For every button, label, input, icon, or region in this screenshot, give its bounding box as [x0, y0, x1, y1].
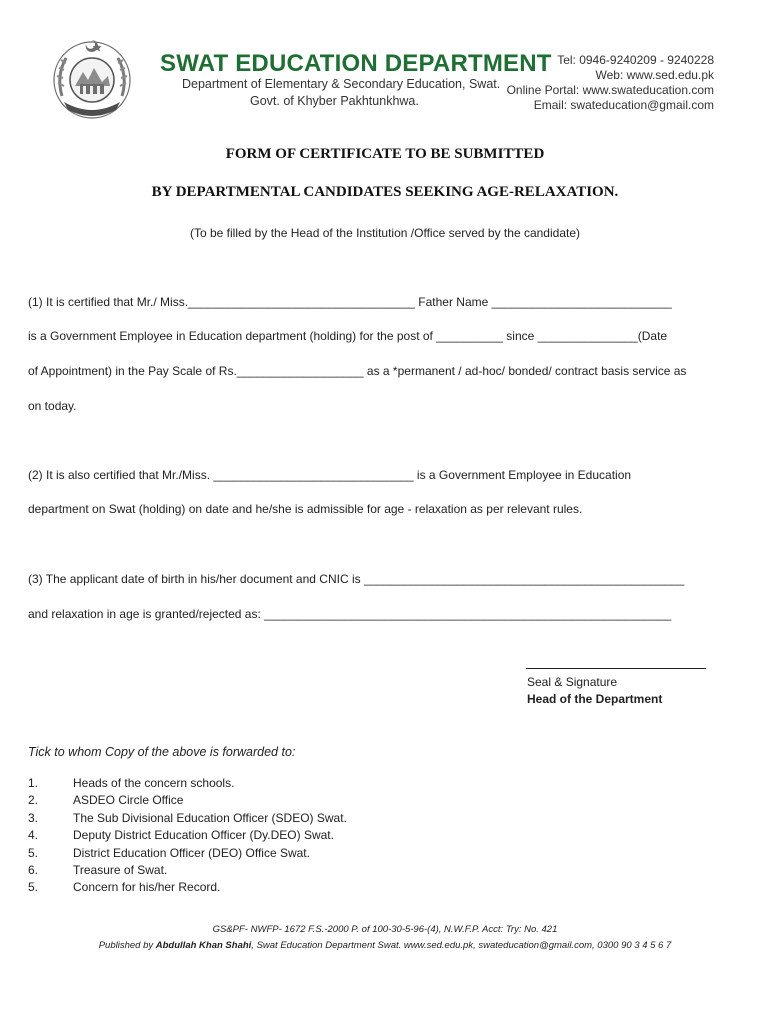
list-item-number: 4. [28, 828, 39, 843]
form-title-line1: FORM OF CERTIFICATE TO BE SUBMITTED [225, 146, 545, 162]
list-item-number: 6. [28, 862, 39, 877]
para2-line2: department on Swat (holding) on date and he/she is admissible for age - relaxation as per relevant rules. [28, 502, 583, 516]
list-item-number: 1. [28, 776, 39, 790]
list-item-text: Heads of the concern schools. [73, 776, 235, 790]
list-item-number: 3. [28, 810, 39, 825]
department-title: SWAT EDUCATION DEPARTMENT [160, 50, 552, 77]
list-item [28, 880, 528, 897]
form-note: (To be filled by the Head of the Institution /Office served by the candidate) [189, 226, 580, 240]
signature-label: Seal & Signature [527, 675, 618, 689]
government-emblem-icon [50, 36, 134, 120]
copy-list [28, 776, 528, 898]
list-item [28, 863, 528, 880]
signature-line [526, 668, 706, 669]
para3-line2: and relaxation in age is granted/rejected as: _____________________________________________________________ [28, 607, 672, 621]
list-item [28, 776, 528, 793]
list-item-number: 5. [28, 845, 39, 860]
contact-portal: Online Portal: www.swateducation.com [506, 83, 714, 97]
para1-line4: on today. [28, 399, 77, 413]
list-item [28, 793, 528, 810]
para1-line3: of Appointment) in the Pay Scale of Rs.___________________ as a *permanent / ad-hoc/ bonded/ contract basis service as [28, 364, 687, 378]
contact-web: Web: www.sed.edu.pk [595, 68, 714, 82]
signature-role: Head of the Department [527, 692, 663, 706]
list-item-number: 2. [28, 793, 39, 808]
contact-tel: Tel: 0946-9240209 - 9240228 [557, 53, 714, 67]
list-item [28, 811, 528, 828]
list-item-text: Deputy District Education Officer (Dy.DEO) Swat. [73, 828, 334, 843]
list-item-text: Treasure of Swat. [73, 862, 168, 877]
list-item-text: Concern for his/her Record. [73, 880, 221, 895]
contact-email: Email: swateducation@gmail.com [533, 98, 714, 112]
para1-line1: (1) It is certified that Mr./ Miss.__________________________________ Father Name ___________________________ [28, 295, 672, 309]
footer-published-suffix: , Swat Education Department Swat. www.sed.edu.pk, swateducation@gmail.com, 0300 90 3 4 5 6 7 [251, 940, 672, 951]
department-subtitle-line1: Department of Elementary & Secondary Education, Swat. [182, 77, 501, 91]
footer-reference: GS&PF- NWFP- 1672 F.S.-2000 P. of 100-30-5-96-(4), N.W.F.P. Acct: Try: No. 421 [212, 924, 558, 935]
footer-publisher-name: Abdullah Khan Shahi [155, 940, 252, 951]
para1-line2: is a Government Employee in Education department (holding) for the post of __________ since _______________(Date [28, 329, 668, 343]
list-item-text: The Sub Divisional Education Officer (SDEO) Swat. [73, 810, 347, 825]
para3-line1: (3) The applicant date of birth in his/her document and CNIC is ________________________________________________ [28, 572, 685, 586]
footer-publisher-line [0, 940, 770, 951]
footer-published-prefix: Published by [98, 940, 156, 951]
list-item-text: District Education Officer (DEO) Office Swat. [73, 845, 310, 860]
list-item [28, 846, 528, 863]
list-item [28, 828, 528, 845]
list-item-text: ASDEO Circle Office [73, 793, 184, 808]
para2-line1: (2) It is also certified that Mr./Miss. ______________________________ is a Government Employee in Education [28, 468, 632, 482]
list-item-number: 5. [28, 880, 39, 895]
form-title-line2: BY DEPARTMENTAL CANDIDATES SEEKING AGE-RELAXATION. [151, 184, 619, 200]
copy-heading: Tick to whom Copy of the above is forwarded to: [28, 745, 296, 759]
department-subtitle-line2: Govt. of Khyber Pakhtunkhwa. [250, 94, 419, 108]
